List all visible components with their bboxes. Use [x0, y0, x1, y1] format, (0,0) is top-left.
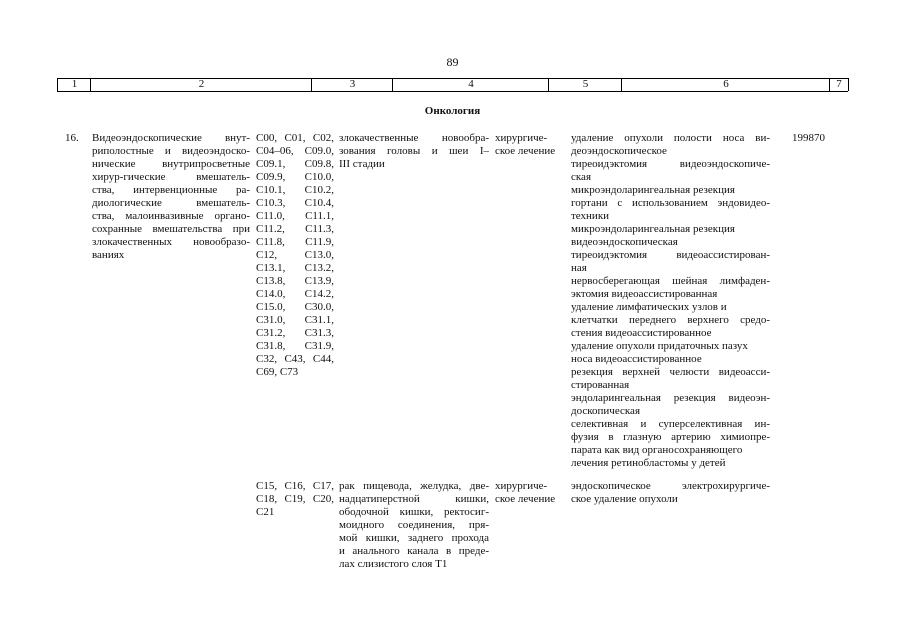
text-line: деоэндоскопическое [571, 145, 667, 157]
method-group-cell [92, 132, 250, 262]
text-line: ободочной кишки, ректосиг- [339, 506, 489, 518]
patient-model-cell [339, 132, 489, 171]
header-col-5: 5 [548, 78, 622, 91]
text-line: ваниях [92, 249, 125, 261]
text-line: мой кишки, заднего прохода [339, 532, 489, 544]
text-line: рак пищевода, желудка, две- [339, 480, 489, 492]
text-line: тиреоидэктомия видеоэндоскопиче- [571, 158, 770, 170]
text-line: C21 [256, 506, 275, 518]
text-line: Видеоэндоскопические внут- [92, 132, 250, 144]
text-line: злокачественных новообразо- [92, 236, 250, 248]
text-line: III стадии [339, 158, 385, 170]
text-line: техники [571, 210, 610, 222]
text-line: C09.9, C10.0, [256, 171, 334, 183]
table-header-row [57, 78, 848, 92]
text-line: парата как вид органосохраняющего [571, 444, 743, 456]
text-line: хирур-гические вмешатель- [92, 171, 250, 183]
text-line: нервосберегающая шейная лимфаден- [571, 275, 770, 287]
text-line: селективная и суперселективная ин- [571, 418, 770, 430]
text-line: C31.8, C31.9, [256, 340, 334, 352]
text-line: C32, C43, C44, [256, 353, 334, 365]
treatment-method-cell [571, 480, 770, 506]
text-line: C00, C01, C02, [256, 132, 334, 144]
text-line: лах слизистого слоя T1 [339, 558, 448, 570]
text-line: удаление лимфатических узлов и [571, 301, 727, 313]
text-line: C11.8, C11.9, [256, 236, 334, 248]
text-line: C09.1, C09.8, [256, 158, 334, 170]
text-line: злокачественные новообра- [339, 132, 489, 144]
text-line: сохранные вмешательства при [92, 223, 250, 235]
text-line: ства, интервенционные ра- [92, 184, 250, 196]
treatment-method-cell [571, 132, 770, 470]
text-line: гортани с использованием эндовидео- [571, 197, 770, 209]
text-line: стированная [571, 379, 630, 391]
text-line: надцатиперстной кишки, [339, 493, 489, 505]
text-line: C15, C16, C17, [256, 480, 334, 492]
text-line: ское лечение [495, 493, 556, 505]
row-number: 16. [65, 132, 79, 144]
text-line: C11.0, C11.1, [256, 210, 334, 222]
header-col-3: 3 [311, 78, 393, 91]
text-line: клетчатки переднего верхнего средо- [571, 314, 770, 326]
header-col-7: 7 [829, 78, 849, 91]
text-line: хирургиче- [495, 132, 548, 144]
text-line: C31.2, C31.3, [256, 327, 334, 339]
text-line: ная [571, 262, 587, 274]
text-line: фузия в глазную артерию химиопре- [571, 431, 770, 443]
diagnosis-codes-cell [256, 132, 334, 379]
text-line: C10.1, C10.2, [256, 184, 334, 196]
text-line: диологические вмешатель- [92, 197, 250, 209]
text-line: C10.3, C10.4, [256, 197, 334, 209]
text-line: нические внутрипросветные [92, 158, 250, 170]
treatment-type-cell [495, 132, 565, 158]
text-line: видеоэндоскопическая [571, 236, 678, 248]
text-line: лечения ретинобластомы у детей [571, 457, 726, 469]
page-number: 89 [446, 55, 459, 69]
text-line: C31.0, C31.1, [256, 314, 334, 326]
patient-model-cell [339, 480, 489, 571]
text-line: микроэндоларингеальная резекция [571, 223, 735, 235]
text-line: C18, C19, C20, [256, 493, 334, 505]
text-line: C11.2, C11.3, [256, 223, 334, 235]
text-line: удаление опухоли придаточных пазух [571, 340, 748, 352]
text-line: C69, C73 [256, 366, 299, 378]
text-line: зования головы и шеи I– [339, 145, 489, 157]
text-line: ская [571, 171, 592, 183]
text-line: C14.0, C14.2, [256, 288, 334, 300]
treatment-type-cell [495, 480, 565, 506]
text-line: ское лечение [495, 145, 556, 157]
text-line: моидного соединения, пря- [339, 519, 489, 531]
header-col-6: 6 [621, 78, 830, 91]
text-line: носа видеоассистированное [571, 353, 702, 365]
header-col-4: 4 [392, 78, 549, 91]
section-title: Онкология [424, 105, 481, 117]
diagnosis-codes-cell [256, 480, 334, 519]
text-line: C15.0, C30.0, [256, 301, 334, 313]
text-line: стения видеоассистированное [571, 327, 712, 339]
text-line: удаление опухоли полости носа ви- [571, 132, 770, 144]
text-line: ства, малоинвазивные органо- [92, 210, 250, 222]
header-col-1: 1 [57, 78, 91, 91]
text-line: эндоларингеальная резекция видеоэн- [571, 392, 770, 404]
text-line: ское удаление опухоли [571, 493, 678, 505]
text-line: C13.8, C13.9, [256, 275, 334, 287]
text-line: доскопическая [571, 405, 641, 417]
price-value: 199870 [792, 132, 825, 144]
text-line: эктомия видеоассистированная [571, 288, 718, 300]
text-line: и анального канала в преде- [339, 545, 489, 557]
text-line: C12, C13.0, [256, 249, 334, 261]
text-line: резекция верхней челюсти видеоасси- [571, 366, 770, 378]
text-line: C04–06, C09.0, [256, 145, 334, 157]
text-line: C13.1, C13.2, [256, 262, 334, 274]
header-col-2: 2 [90, 78, 312, 91]
text-line: тиреоидэктомия видеоассистирован- [571, 249, 770, 261]
text-line: хирургиче- [495, 480, 548, 492]
text-line: микроэндоларингеальная резекция [571, 184, 735, 196]
text-line: риполостные и видеоэндоско- [92, 145, 250, 157]
text-line: эндоскопическое электрохирургиче- [571, 480, 770, 492]
